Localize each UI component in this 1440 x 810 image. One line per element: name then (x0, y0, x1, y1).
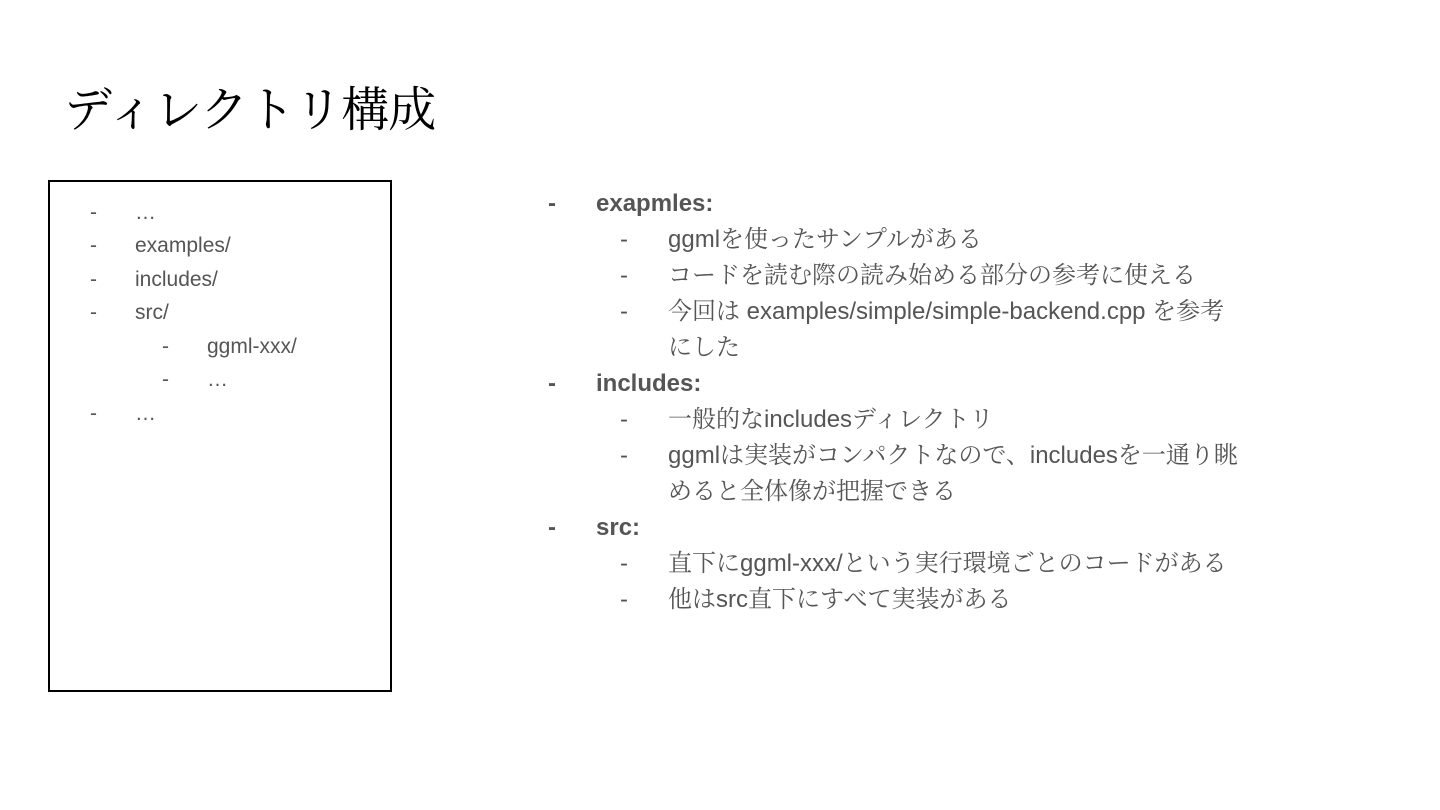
tree-bullet: - (162, 334, 169, 358)
description-item (548, 258, 1248, 294)
description-item (548, 402, 1248, 438)
directory-tree-box (48, 180, 392, 692)
tree-item-label: … (207, 368, 228, 392)
item-bullet: - (620, 226, 628, 253)
description-item (548, 546, 1248, 582)
tree-bullet: - (90, 234, 97, 258)
tree-item-src (90, 297, 297, 331)
tree-item-label: src/ (135, 301, 169, 325)
section-bullet: - (548, 514, 556, 541)
description-item-text: 今回は examples/simple/simple-backend.cpp を参考にした (668, 298, 1225, 361)
tree-item-ellipsis-nested (90, 364, 297, 398)
tree-item-ellipsis-bottom (90, 397, 297, 431)
section-bullet: - (548, 190, 556, 217)
item-bullet: - (620, 442, 628, 469)
section-heading-label: src: (596, 514, 641, 541)
directory-description (548, 186, 1248, 618)
description-item-text: ggmlを使ったサンプルがある (668, 226, 982, 253)
tree-bullet: - (162, 368, 169, 392)
description-item-text: 直下にggml-xxx/という実行環境ごとのコードがある (668, 550, 1227, 577)
description-item-text: 他はsrc直下にすべて実装がある (668, 586, 1012, 613)
directory-tree (90, 196, 297, 431)
item-bullet: - (620, 406, 628, 433)
tree-item-label: examples/ (135, 234, 231, 258)
description-item-text: コードを読む際の読み始める部分の参考に使える (668, 262, 1196, 289)
description-item-text: ggmlは実装がコンパクトなので、includesを一通り眺めると全体像が把握できる (668, 442, 1238, 505)
tree-item-ggml-xxx (90, 330, 297, 364)
section-heading-src (548, 510, 1248, 546)
tree-item-label: ggml-xxx/ (207, 334, 297, 358)
tree-item-includes (90, 263, 297, 297)
tree-bullet: - (90, 267, 97, 291)
item-bullet: - (620, 298, 628, 325)
tree-item-examples (90, 230, 297, 264)
tree-bullet: - (90, 301, 97, 325)
tree-bullet: - (90, 401, 97, 425)
tree-item-ellipsis-top (90, 196, 297, 230)
item-bullet: - (620, 262, 628, 289)
item-bullet: - (620, 586, 628, 613)
section-heading-label: includes: (596, 370, 702, 397)
tree-item-label: includes/ (135, 267, 218, 291)
slide-title: ディレクトリ構成 (64, 84, 436, 137)
section-bullet: - (548, 370, 556, 397)
section-heading-label: exapmles: (596, 190, 714, 217)
section-heading-includes (548, 366, 1248, 402)
item-bullet: - (620, 550, 628, 577)
description-item (548, 222, 1248, 258)
tree-bullet: - (90, 200, 97, 224)
tree-item-label: … (135, 401, 156, 425)
description-item-text: 一般的なincludesディレクトリ (668, 406, 994, 433)
section-heading-examples (548, 186, 1248, 222)
description-item (548, 294, 1248, 366)
tree-item-label: … (135, 200, 156, 224)
description-item (548, 438, 1248, 510)
description-item (548, 582, 1248, 618)
